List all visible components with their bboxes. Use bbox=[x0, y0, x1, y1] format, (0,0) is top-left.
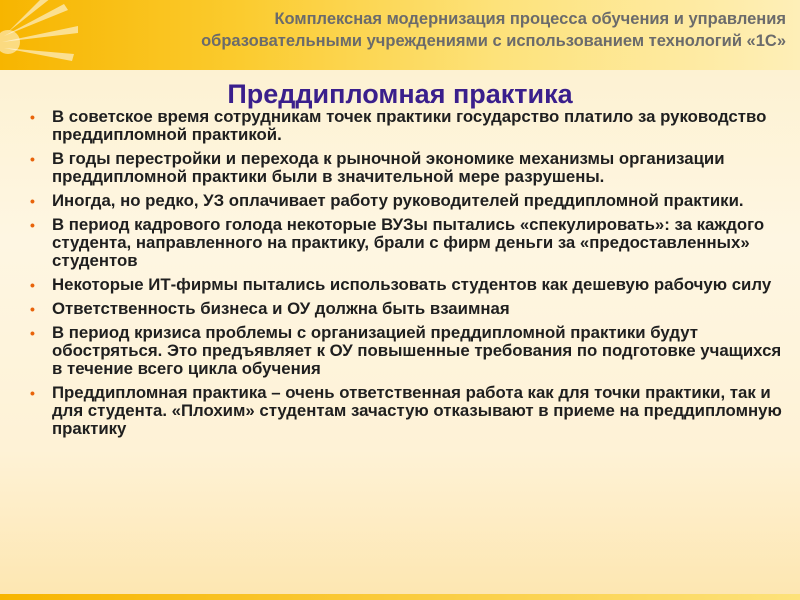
bullet-list bbox=[30, 108, 790, 444]
footer-band bbox=[0, 594, 800, 600]
bullet-text-5: Некоторые ИТ-фирмы пытались использовать студентов как дешевую рабочую силу bbox=[52, 275, 772, 294]
header-band bbox=[0, 0, 800, 70]
bullet-marker: • bbox=[30, 301, 35, 317]
bullet-item-8 bbox=[30, 384, 790, 438]
header-title bbox=[166, 8, 786, 52]
bullet-text-3: Иногда, но редко, УЗ оплачивает работу руководителей преддипломной практики. bbox=[52, 191, 744, 210]
bullet-marker: • bbox=[30, 151, 35, 167]
bullet-text-1: В советское время сотрудникам точек практики государство платило за руководство преддипломной практикой. bbox=[52, 107, 767, 144]
bullet-text-7: В период кризиса проблемы с организацией преддипломной практики будут обостряться. Это предъявляет к ОУ повышенные требования по подготовке учащихся в течение всего цикла обучения bbox=[52, 323, 782, 378]
sun-rays-logo-icon bbox=[0, 0, 84, 70]
bullet-item-1 bbox=[30, 108, 790, 144]
bullet-marker: • bbox=[30, 277, 35, 293]
bullet-item-7 bbox=[30, 324, 790, 378]
bullet-marker: • bbox=[30, 217, 35, 233]
header-title-line-2: образовательными учреждениями с использованием технологий «1С» bbox=[201, 32, 786, 50]
bullet-item-3 bbox=[30, 192, 790, 210]
header-title-line-1: Комплексная модернизация процесса обучения и управления bbox=[274, 10, 786, 28]
bullet-item-6 bbox=[30, 300, 790, 318]
bullet-item-4 bbox=[30, 216, 790, 270]
bullet-marker: • bbox=[30, 385, 35, 401]
bullet-text-2: В годы перестройки и перехода к рыночной экономике механизмы организации преддипломной практики были в значительной мере разрушены. bbox=[52, 149, 725, 186]
bullet-text-4: В период кадрового голода некоторые ВУЗы пытались «спекулировать»: за каждого студента, направленного на практику, брали с фирм деньги за «предоставленных» студентов bbox=[52, 215, 765, 270]
bullet-item-2 bbox=[30, 150, 790, 186]
page-title: Преддипломная практика bbox=[227, 79, 573, 109]
bullet-item-5 bbox=[30, 276, 790, 294]
bullet-marker: • bbox=[30, 325, 35, 341]
bullet-marker: • bbox=[30, 193, 35, 209]
bullet-marker: • bbox=[30, 109, 35, 125]
bullet-text-6: Ответственность бизнеса и ОУ должна быть взаимная bbox=[52, 299, 510, 318]
bullet-text-8: Преддипломная практика – очень ответственная работа как для точки практики, так и для студента. «Плохим» студентам зачастую отказывают в приеме на преддипломную практику bbox=[52, 383, 782, 438]
